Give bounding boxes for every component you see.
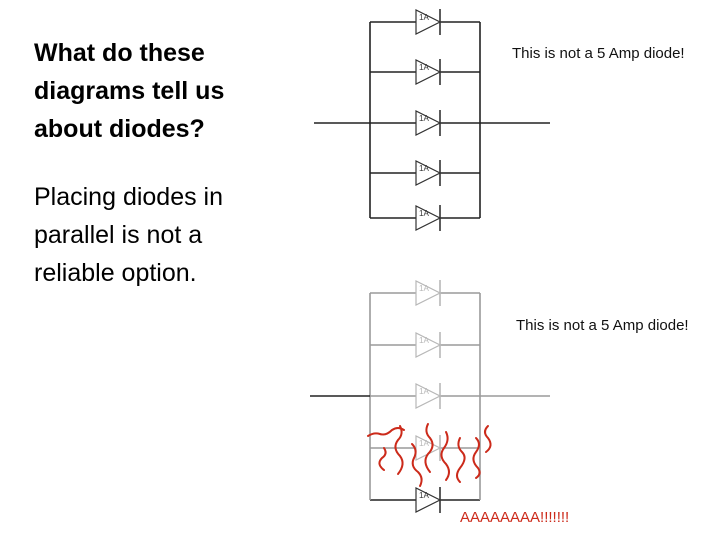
top-diode-branch [370,9,480,35]
slide-question: What do these diagrams tell us about diodes? [34,39,225,143]
diode-rating-label: 1A [419,164,429,173]
top-diode-branch [370,59,480,85]
diode-rating-label: 1A [419,439,429,448]
bottom-diode-branch [370,383,480,409]
bottom-caption: This is not a 5 Amp diode! [516,317,689,334]
diode-rating-label: 1A [419,63,429,72]
top-circuit-svg [300,0,720,248]
diode-rating-label: 1A [419,491,429,500]
bottom-circuit-svg [300,268,720,528]
diode-rating-label: 1A [419,209,429,218]
bottom-diode-branch [370,280,480,306]
burnout-smoke [368,424,491,486]
bottom-parallel-diode-diagram [300,268,720,528]
diode-rating-label: 1A [419,336,429,345]
slide-text [34,34,284,292]
diode-rating-label: 1A [419,114,429,123]
top-parallel-diode-diagram [300,0,720,248]
diode-rating-label: 1A [419,284,429,293]
top-caption: This is not a 5 Amp diode! [512,45,685,62]
failure-scream-text: AAAAAAAA!!!!!!! [460,509,570,526]
top-diode-branch [370,160,480,186]
top-diode-branch [370,110,480,136]
slide-answer: Placing diodes in parallel is not a reliable option. [34,183,224,287]
top-diode-branch [370,205,480,231]
diode-rating-label: 1A [419,387,429,396]
diode-rating-label: 1A [419,13,429,22]
bottom-diode-branch [370,332,480,358]
